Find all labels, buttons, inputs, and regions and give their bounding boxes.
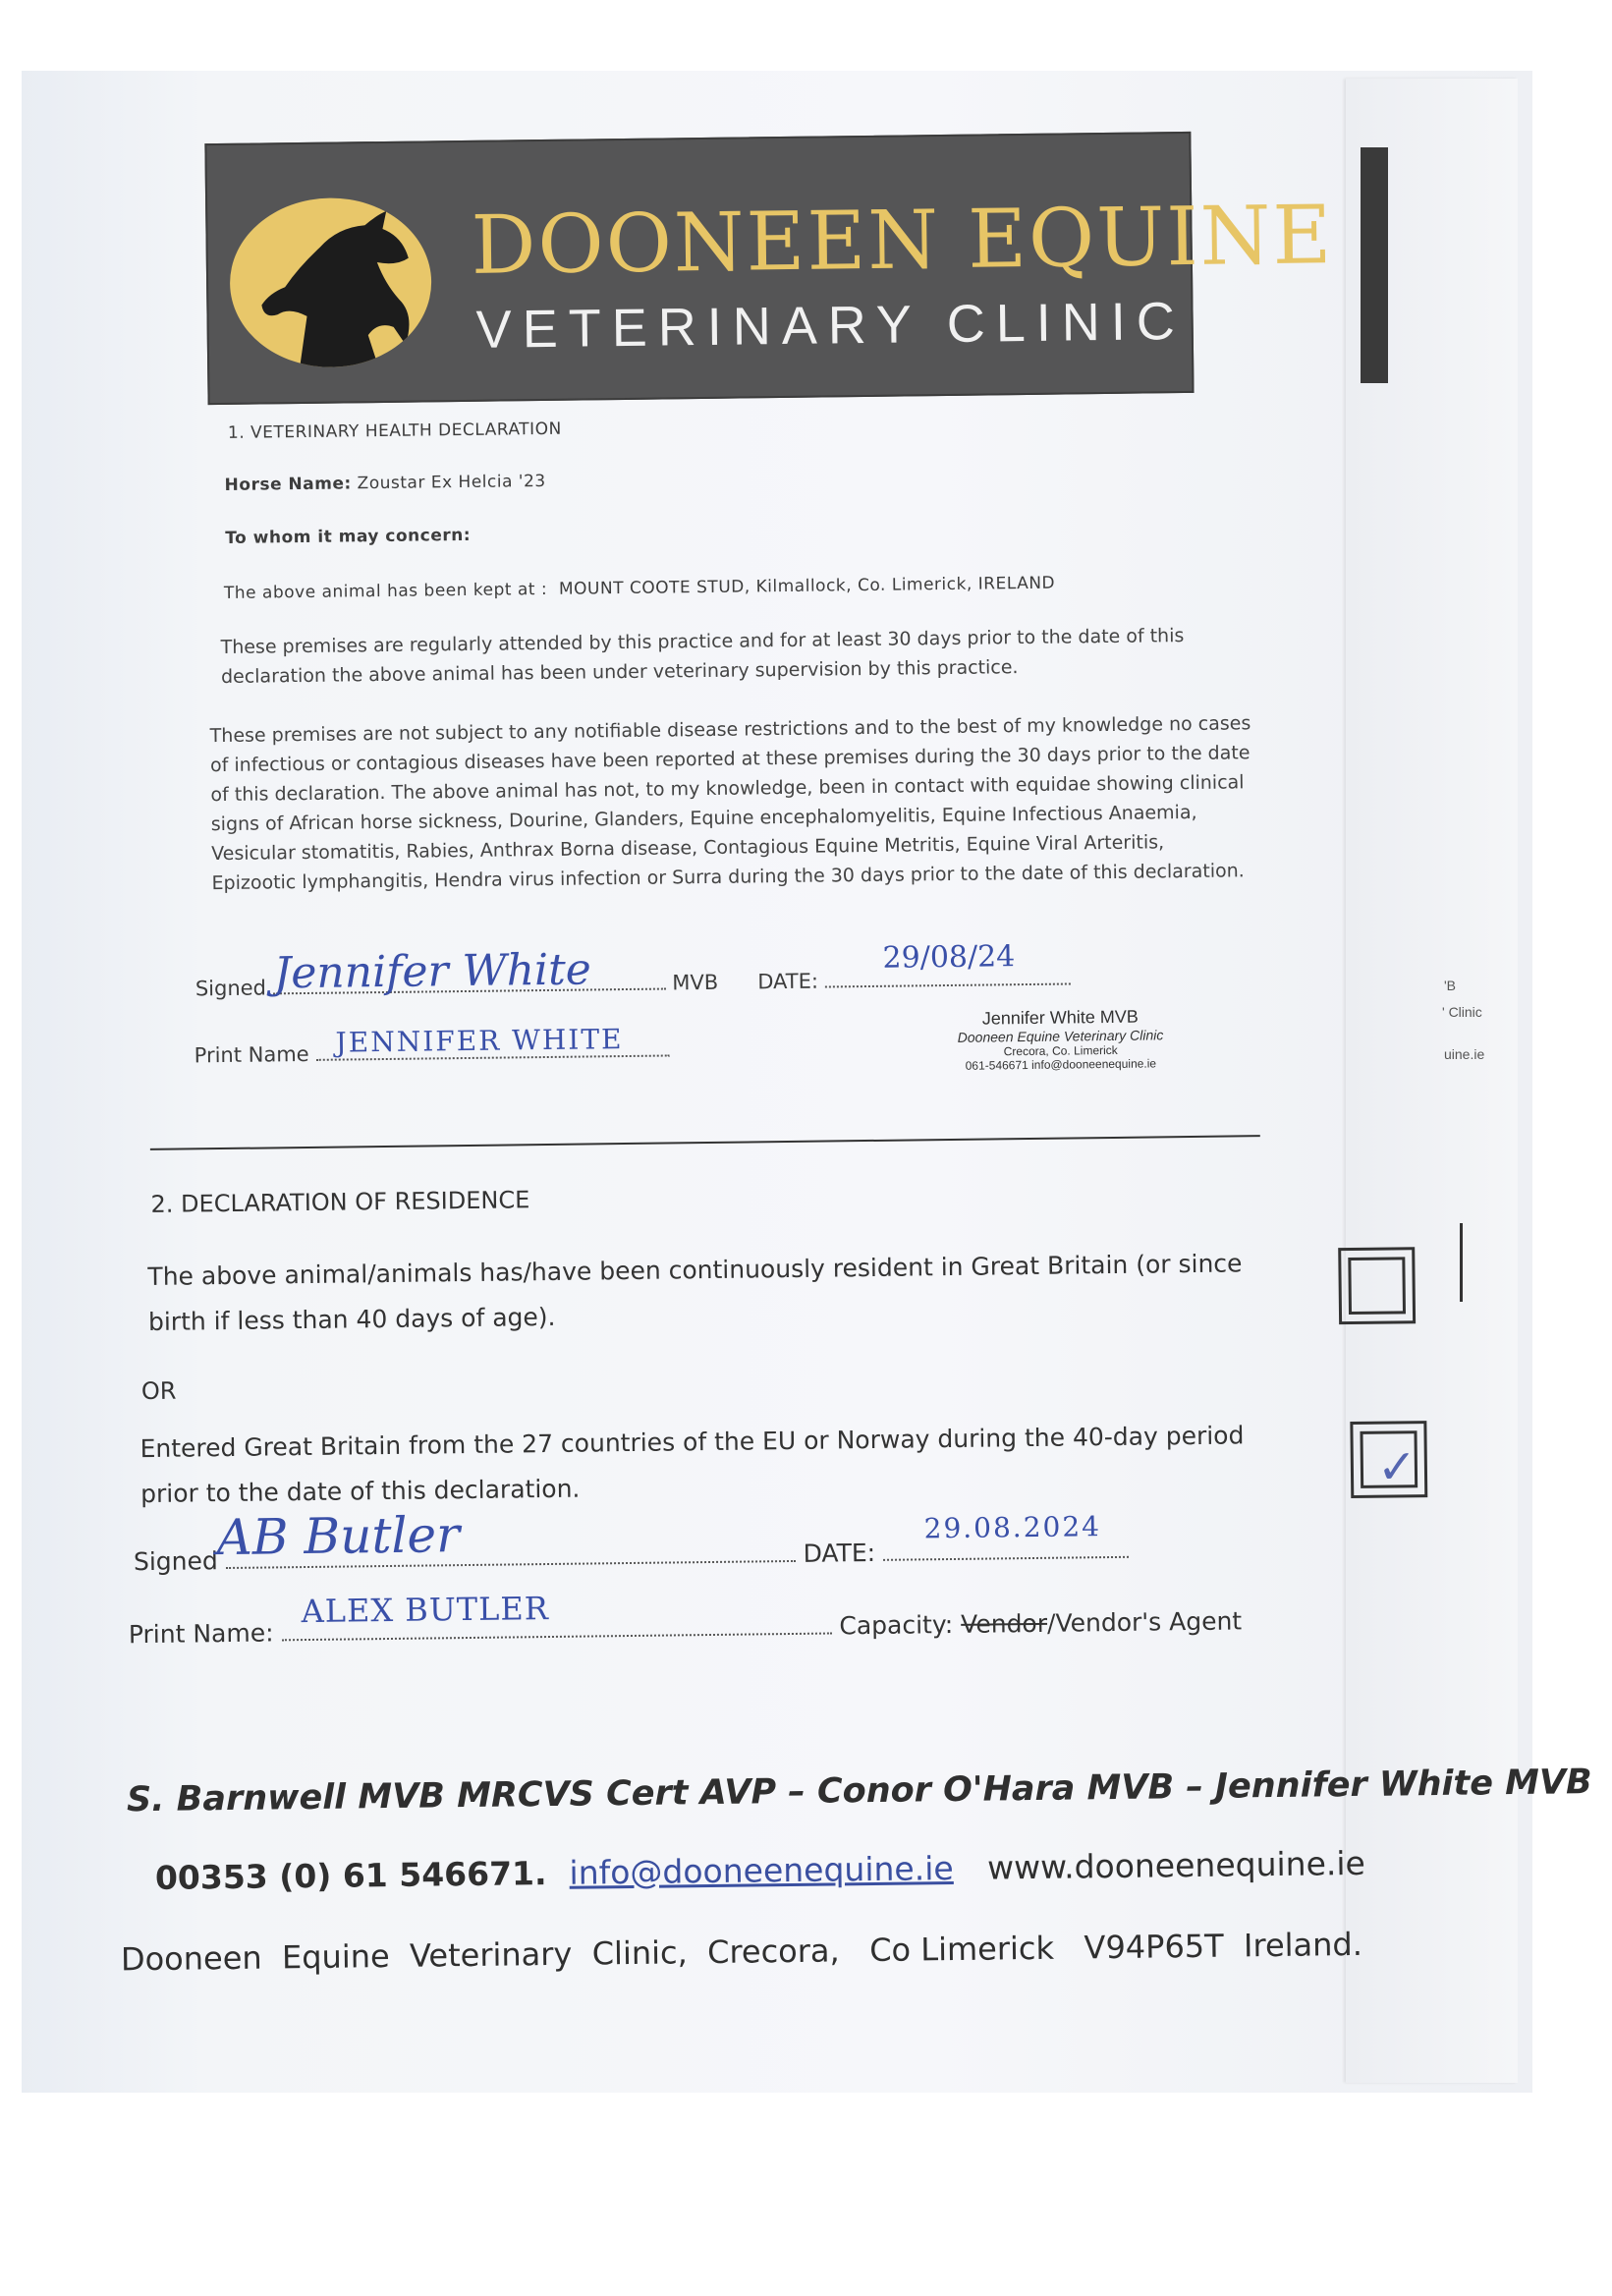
kept-at-label: The above animal has been kept at : — [223, 579, 548, 603]
vet-date-label: DATE: — [757, 969, 819, 994]
residence-option-1-checkbox[interactable] — [1338, 1247, 1416, 1324]
kept-at-line — [224, 574, 1055, 603]
footer-phone: 00353 (0) 61 546671. — [154, 1854, 547, 1897]
vendor-print-name-line — [129, 1606, 1243, 1649]
horse-name-value: Zoustar Ex Helcia '23 — [357, 471, 546, 494]
disease-paragraph: These premises are not subject to any notifiable disease restrictions and to the best of my knowledge no cases of infectious or contagious diseases have been reported at these premises during the 30 days prior to the date of this declaration. The above animal has not, to my knowledge, been in contact with equidae showing clinical signs of African horse sickness, Dourine, Glanders, Equine encephalomyelitis, Equine Infectious Anaemia, Vesicular stomatitis, Rabies, Anthrax Borna disease, Contagious Equine Metritis, Equine Viral Arteritis, Epizootic lymphangitis, Hendra virus infection or Surra during the 30 days prior to the date of this declaration. — [209, 712, 1251, 895]
vendor-print-name-label: Print Name: — [128, 1618, 274, 1650]
checkmark-icon: ✓ — [1376, 1439, 1417, 1495]
footer-email-link[interactable]: info@dooneenequine.ie — [569, 1848, 954, 1892]
section2-heading: 2. DECLARATION OF RESIDENCE — [150, 1186, 530, 1218]
footer-address: Dooneen Equine Veterinary Clinic, Crecora, Co Limerick V94P65T Ireland. — [120, 1925, 1363, 1979]
supervision-paragraph: These premises are regularly attended by this practice and for at least 30 days prior to the date of this declaration the above animal has been under veterinary supervision by this practice. — [220, 625, 1185, 689]
footer-vets: S. Barnwell MVB MRCVS Cert AVP – Conor O'Hara MVB – Jennifer White MVB — [126, 1763, 1592, 1820]
to-whom-line: To whom it may concern: — [225, 525, 472, 548]
horse-name-label: Horse Name: — [224, 474, 352, 495]
declaration-document — [28, 71, 1592, 2081]
residence-option-1: The above animal/animals has/have been continuously resident in Great Britain (or since birth if less than 40 days of age). — [147, 1249, 1243, 1336]
horse-head-icon — [229, 196, 432, 367]
vendor-date-label: DATE: — [803, 1538, 876, 1568]
clinic-subtitle: VETERINARY CLINIC — [475, 291, 1187, 360]
vet-date-value: 29/08/24 — [882, 939, 1016, 976]
vendor-date-value: 29.08.2024 — [923, 1510, 1102, 1545]
footer-website[interactable]: www.dooneenequine.ie — [986, 1843, 1366, 1887]
underlying-stamp-fragment: ' Clinic — [1442, 1004, 1482, 1020]
footer-contact — [155, 1844, 1365, 1897]
kept-at-value: MOUNT COOTE STUD, Kilmallock, Co. Limerick, IRELAND — [558, 573, 1056, 599]
horse-name-line — [224, 472, 545, 495]
or-label: OR — [140, 1376, 177, 1406]
vendor-print-name-value: ALEX BUTLER — [301, 1590, 550, 1631]
vendor-signed-label: Signed — [133, 1546, 218, 1577]
vet-stamp: Jennifer White MVB Dooneen Equine Veterinary Clinic Crecora, Co. Limerick 061-546671 info@dooneenequine.ie — [957, 1006, 1164, 1073]
vendor-signature: AB Butler — [216, 1506, 461, 1567]
capacity-label: Capacity: — [839, 1609, 954, 1641]
underlying-sheet-mark — [1460, 1223, 1463, 1302]
vet-print-name-label: Print Name — [194, 1041, 309, 1068]
vet-signature: Jennifer White — [273, 944, 592, 999]
section1-heading: 1. VETERINARY HEALTH DECLARATION — [227, 419, 562, 443]
underlying-stamp-fragment: 'B — [1444, 978, 1457, 993]
vet-signed-label: Signed — [195, 976, 267, 1001]
clinic-logo-banner — [204, 132, 1334, 405]
section-divider — [150, 1135, 1260, 1150]
clinic-name: DOONEEN EQUINE — [471, 189, 1334, 293]
underlying-stamp-fragment: uine.ie — [1444, 1046, 1485, 1062]
mvb-label: MVB — [672, 970, 719, 995]
capacity-agent: /Vendor's Agent — [1046, 1606, 1243, 1638]
capacity-vendor-struck: Vendor — [961, 1608, 1048, 1639]
residence-option-2-checkbox[interactable] — [1350, 1421, 1427, 1498]
residence-option-2: Entered Great Britain from the 27 countries of the EU or Norway during the 40-day period prior to the date of this declaration. — [139, 1421, 1245, 1509]
vet-print-name-value: JENNIFER WHITE — [335, 1023, 624, 1059]
